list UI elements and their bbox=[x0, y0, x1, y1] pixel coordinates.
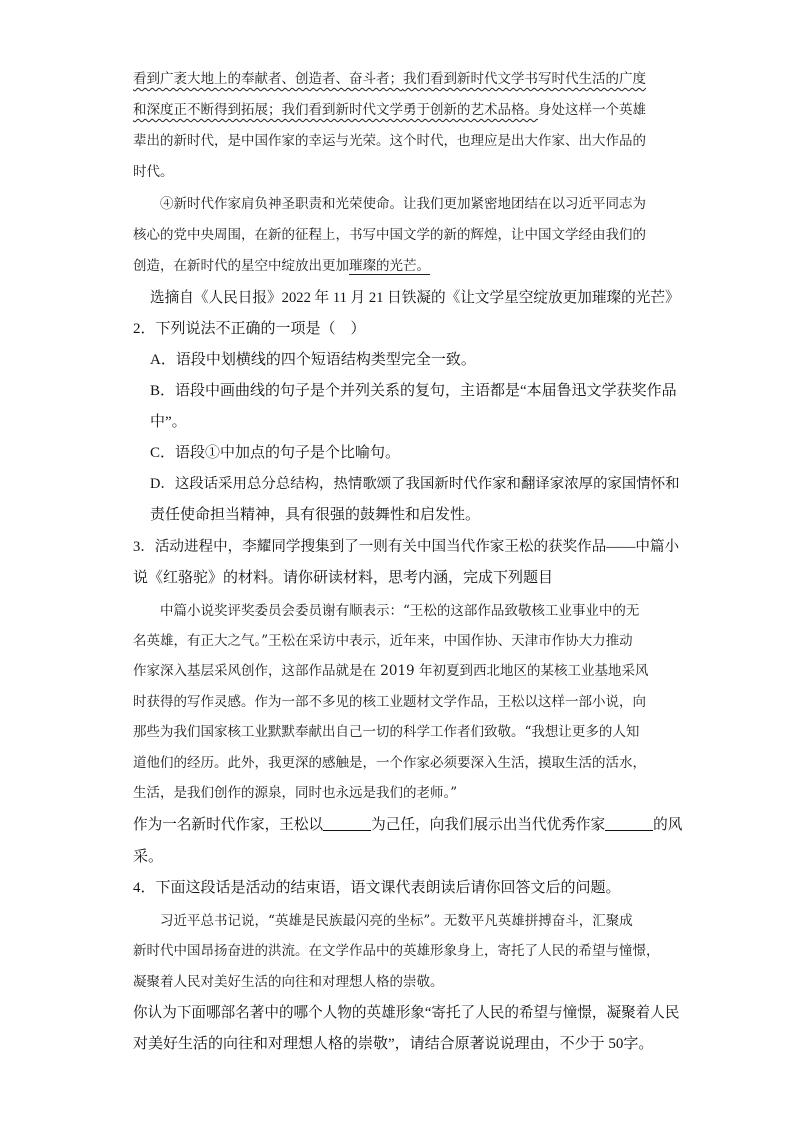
passage-line-6: 核心的党中央周围，在新的征程上，书写中国文学的新的辉煌，让中国文学经由我们的 bbox=[133, 227, 646, 243]
passage-line-4: 时代。 bbox=[133, 164, 174, 180]
q2-option-b-cont: 中”。 bbox=[150, 414, 187, 430]
answer-blank-1[interactable] bbox=[323, 816, 371, 831]
passage-line-7: 创造，在新时代的星空中绽放出更加璀璨的光芒。 bbox=[133, 258, 430, 274]
q3-material-line-2: 名英雄，有正大之气。”王松在采访中表示，近年来，中国作协、天津市作协大力推动 bbox=[133, 633, 633, 649]
q3-material-line-4: 时获得的写作灵感。作为一部不多见的核工业题材文学作品，王松以这样一部小说，向 bbox=[133, 694, 646, 710]
q2-option-d-cont: 责任使命担当精神，具有很强的鼓舞性和启发性。 bbox=[150, 507, 481, 523]
passage-line-5: ④新时代作家肩负神圣职责和光荣使命。让我们更加紧密地团结在以习近平同志为 bbox=[160, 196, 646, 212]
q2-option-a: A．语段中划横线的四个短语结构类型完全一致。 bbox=[150, 352, 476, 368]
q3-fill-in-question: 作为一名新时代作家，王松以 为己任，向我们展示出当代优秀作家 的风 bbox=[133, 817, 683, 833]
passage-line-3: 辈出的新时代，是中国作家的幸运与光荣。这个时代，也理应是出大作家、出大作品的 bbox=[133, 133, 646, 149]
question-3-stem-cont: 说《红骆驼》的材料。请你研读材料，思考内涵，完成下列题目 bbox=[133, 570, 554, 586]
q4-material-line-3: 凝聚着人民对美好生活的向往和对理想人格的崇敬。 bbox=[133, 974, 444, 990]
q4-question-cont: 对美好生活的向往和对理想人格的崇敬”，请结合原著说说理由，不少于 50字。 bbox=[133, 1036, 654, 1052]
q2-option-c: C．语段①中加点的句子是个比喻句。 bbox=[150, 445, 401, 461]
q2-option-d: D．这段话采用总分总结构，热情歌颂了我国新时代作家和翻译家浓厚的家国情怀和 bbox=[150, 476, 680, 492]
q2-option-b: B．语段中画曲线的句子是个并列关系的复句，主语都是“本届鲁迅文学获奖作品 bbox=[150, 383, 677, 399]
q4-question: 你认为下面哪部名著中的哪个人物的英雄形象“寄托了人民的希望与憧憬，凝聚着人民 bbox=[133, 1005, 680, 1021]
q4-material-line-2: 新时代中国昂扬奋进的洪流。在文学作品中的英雄形象身上，寄托了人民的希望与憧憬， bbox=[133, 943, 660, 959]
question-4-stem: 4．下面这段话是活动的结束语，语文课代表朗读后请你回答文后的问题。 bbox=[133, 880, 621, 896]
passage-line-1 bbox=[133, 67, 646, 87]
q3-material-line-6: 道他们的经历。此外，我更深的感触是，一个作家必须要深入生活，摸取生活的活水， bbox=[133, 755, 646, 771]
q3-material-line-3: 作家深入基层采风创作，这部作品就是在 2019 年初夏到西北地区的某核工业基地采风 bbox=[133, 663, 649, 679]
wavy-underlined-sentence: 和深度正不断得到拓展；我们看到新时代文学勇于创新的艺术品格。 bbox=[133, 102, 538, 118]
q3-fill-in-question-cont: 采。 bbox=[133, 849, 164, 865]
question-3-stem: 3．活动进程中，李耀同学搜集到了一则有关中国当代作家王松的获奖作品——中篇小 bbox=[133, 539, 680, 555]
passage-line-2: 和深度正不断得到拓展；我们看到新时代文学勇于创新的艺术品格。身处这样一个英雄 bbox=[133, 102, 646, 118]
wavy-underlined-phrase: 看到广袤大地上的奉献者、创造者、奋斗者； bbox=[133, 71, 403, 87]
wavy-underlined-phrase: 我们看到新时代文学书写时代生活的广度 bbox=[403, 71, 646, 87]
question-2-stem: 2．下列说法不正确的一项是（ ） bbox=[133, 321, 366, 337]
underlined-phrase: 璀璨的光芒。 bbox=[349, 258, 430, 274]
q4-material-line-1: 习近平总书记说，“英雄是民族最闪亮的坐标”。无数平凡英雄拼搏奋斗，汇聚成 bbox=[160, 913, 633, 929]
q3-material-line-1: 中篇小说奖评奖委员会委员谢有顺表示：“王松的这部作品致敬核工业事业中的无 bbox=[160, 603, 640, 619]
q3-material-line-7: 生活，是我们创作的源泉，同时也永远是我们的老师。” bbox=[133, 785, 458, 801]
q3-material-line-5: 那些为我们国家核工业默默奉献出自己一切的科学工作者们致敬。“我想让更多的人知 bbox=[133, 724, 640, 740]
passage-source: 选摘自《人民日报》2022 年 11 月 21 日铁凝的《让文学星空绽放更加璀璨的光芒》 bbox=[150, 290, 680, 306]
answer-blank-2[interactable] bbox=[605, 816, 653, 831]
